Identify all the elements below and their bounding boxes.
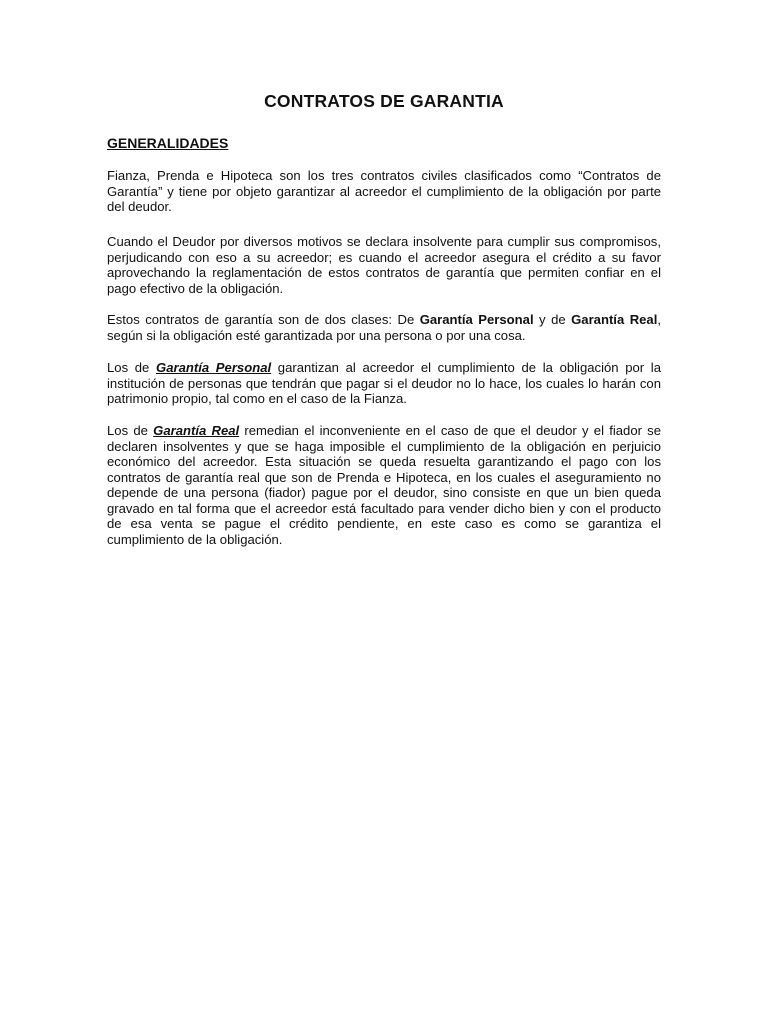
paragraph-3-text-e: , según si la obligación esté garantizada por una persona o por una cosa.	[107, 312, 661, 343]
term-garantia-personal-emphasis: Garantía Personal	[156, 360, 272, 375]
document-title: CONTRATOS DE GARANTIA	[264, 91, 504, 111]
term-garantia-real-emphasis: Garantía Real	[153, 423, 240, 438]
paragraph-2: Cuando el Deudor por diversos motivos se declara insolvente para cumplir sus compromisos, perjudicando con eso a su acreedor; es cuando el acreedor asegura el crédito a su favor aprovechando la reglamentación de estos contratos de garantía que permiten confiar en el pago efectivo de la obligación.	[107, 234, 661, 296]
term-garantia-personal: Garantía Personal	[419, 312, 534, 327]
paragraph-3	[107, 312, 661, 343]
paragraph-5-text-c: remedian el inconveniente en el caso de que el deudor y el fiador se declaren insolventes y que se haga imposible el cumplimiento de la obligación en perjuicio económico del acreedor. Esta situación se queda resuelta garantizando el pago con los contratos de garantía real que son de Prenda e Hipoteca, en los cuales el aseguramiento no depende de una persona (fiador) pague por el deudor, sino consiste en que un bien queda gravado en tal forma que el acreedor está facultado para vender dicho bien y con el producto de esa venta se pague el crédito pendiente, en este caso es como se garantiza el cumplimiento de la obligación.	[107, 423, 662, 547]
paragraph-5	[107, 423, 661, 547]
paragraph-4-text-c: garantizan al acreedor el cumplimiento de la obligación por la institución de personas que tendrán que pagar si el deudor no lo hace, los cuales lo harán con patrimonio propio, tal como en el caso de la Fianza.	[107, 360, 661, 406]
paragraph-1: Fianza, Prenda e Hipoteca son los tres contratos civiles clasificados como “Contratos de Garantía” y tiene por objeto garantizar al acreedor el cumplimiento de la obligación por parte del deudor.	[107, 168, 661, 214]
paragraph-3-text-a: Estos contratos de garantía son de dos clases: De	[107, 312, 420, 327]
paragraph-5-text-a: Los de	[107, 423, 154, 438]
section-heading: GENERALIDADES	[107, 135, 229, 151]
paragraph-4-text-a: Los de	[107, 360, 157, 375]
paragraph-4	[107, 360, 661, 407]
term-garantia-real: Garantía Real	[571, 312, 658, 327]
paragraph-3-text-c: y de	[533, 312, 572, 327]
